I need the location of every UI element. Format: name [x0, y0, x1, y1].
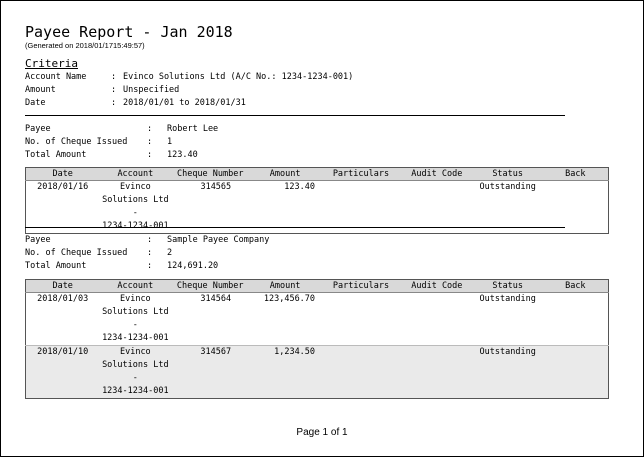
- page-number: Page 1 of 1: [296, 427, 348, 438]
- column-header-particulars[interactable]: Particulars: [321, 168, 401, 181]
- cell-audit-code: [401, 293, 473, 346]
- cell-amount: 123.40: [284, 182, 316, 192]
- cheque-table: [25, 279, 609, 399]
- cell-back: [543, 346, 609, 399]
- total-amount-label: Total Amount: [25, 150, 87, 160]
- cheque-count: 1: [167, 137, 173, 147]
- column-header-date[interactable]: Date: [26, 168, 100, 181]
- payee-name: Robert Lee: [167, 124, 219, 134]
- report-title: Payee Report - Jan 2018: [25, 23, 233, 41]
- cell-audit-code: [401, 181, 473, 234]
- cell-date: 2018/01/10: [26, 346, 100, 399]
- table-header-row: [26, 280, 609, 293]
- criteria-heading: Criteria: [25, 57, 78, 70]
- column-header-cheque-number[interactable]: Cheque Number: [171, 168, 249, 181]
- payee-colon: :: [147, 137, 153, 147]
- total-amount: 123.40: [167, 150, 198, 160]
- cell-account: [99, 293, 171, 346]
- section-divider: [25, 227, 565, 228]
- cell-date: 2018/01/03: [37, 294, 89, 304]
- table-row: [26, 181, 609, 234]
- column-header-account[interactable]: Account: [99, 168, 171, 181]
- column-header-audit-code[interactable]: Audit Code: [401, 280, 473, 293]
- criteria-value: Evinco Solutions Ltd (A/C No.: 1234-1234-001): [123, 72, 354, 82]
- account-line: 1234-1234-001: [102, 386, 169, 396]
- cell-amount: 1,234.50: [249, 346, 321, 399]
- cell-cheque-number: 314567: [171, 346, 249, 399]
- account-line: Solutions Ltd -: [102, 360, 169, 383]
- account-line: 1234-1234-001: [102, 221, 169, 231]
- column-header-date[interactable]: Date: [26, 280, 100, 293]
- column-header-amount[interactable]: Amount: [249, 168, 321, 181]
- criteria-label: Date: [25, 98, 46, 108]
- cell-particulars: [321, 293, 401, 346]
- column-header-status[interactable]: Status: [473, 168, 543, 181]
- table-header-row: [26, 168, 609, 181]
- criteria-label: Amount: [25, 85, 56, 95]
- payee-colon: :: [147, 150, 153, 160]
- table-row: [26, 346, 609, 399]
- payee-colon: :: [147, 248, 153, 258]
- cell-cheque-number: 314564: [200, 294, 232, 304]
- criteria-colon: :: [111, 72, 117, 82]
- cell-cheque-number: 314565: [200, 182, 232, 192]
- cheque-count-label: No. of Cheque Issued: [25, 248, 128, 258]
- cheque-count-label: No. of Cheque Issued: [25, 137, 128, 147]
- cell-back: [543, 293, 609, 346]
- payee-name: Sample Payee Company: [167, 235, 270, 245]
- cell-date: 2018/01/16: [37, 182, 89, 192]
- cell-account: [99, 346, 171, 399]
- payee-label: Payee: [25, 124, 51, 134]
- cell-status: Outstanding: [479, 294, 536, 304]
- cell-status: Outstanding: [473, 346, 543, 399]
- column-header-amount[interactable]: Amount: [249, 280, 321, 293]
- cell-particulars: [321, 181, 401, 234]
- payee-colon: :: [147, 124, 153, 134]
- table-row: [26, 293, 609, 346]
- column-header-particulars[interactable]: Particulars: [321, 280, 401, 293]
- cell-amount: 123,456.70: [263, 294, 316, 304]
- total-amount: 124,691.20: [167, 261, 219, 271]
- criteria-colon: :: [111, 85, 117, 95]
- cell-status: Outstanding: [479, 182, 536, 192]
- column-header-back[interactable]: Back: [543, 280, 609, 293]
- payee-colon: :: [147, 261, 153, 271]
- payee-label: Payee: [25, 235, 51, 245]
- account-line: 1234-1234-001: [102, 333, 169, 343]
- cell-particulars: [321, 346, 401, 399]
- column-header-status[interactable]: Status: [473, 280, 543, 293]
- column-header-audit-code[interactable]: Audit Code: [401, 168, 473, 181]
- column-header-account[interactable]: Account: [99, 280, 171, 293]
- cheque-table: [25, 167, 609, 234]
- section-divider: [25, 115, 565, 116]
- generated-timestamp: (Generated on 2018/01/1715:49:57): [25, 41, 145, 50]
- cell-audit-code: [401, 346, 473, 399]
- criteria-value: 2018/01/01 to 2018/01/31: [123, 98, 246, 108]
- cheque-count: 2: [167, 248, 173, 258]
- cell-account: [99, 181, 171, 234]
- criteria-label: Account Name: [25, 72, 87, 82]
- cell-back: [543, 181, 609, 234]
- column-header-back[interactable]: Back: [543, 168, 609, 181]
- criteria-value: Unspecified: [123, 85, 180, 95]
- account-line: Evinco: [119, 182, 151, 192]
- account-line: Evinco: [119, 294, 151, 304]
- account-line: Evinco: [119, 347, 151, 357]
- column-header-cheque-number[interactable]: Cheque Number: [171, 280, 249, 293]
- criteria-colon: :: [111, 98, 117, 108]
- account-line: Solutions Ltd -: [102, 307, 169, 330]
- payee-colon: :: [147, 235, 153, 245]
- total-amount-label: Total Amount: [25, 261, 87, 271]
- account-line: Solutions Ltd -: [102, 195, 169, 218]
